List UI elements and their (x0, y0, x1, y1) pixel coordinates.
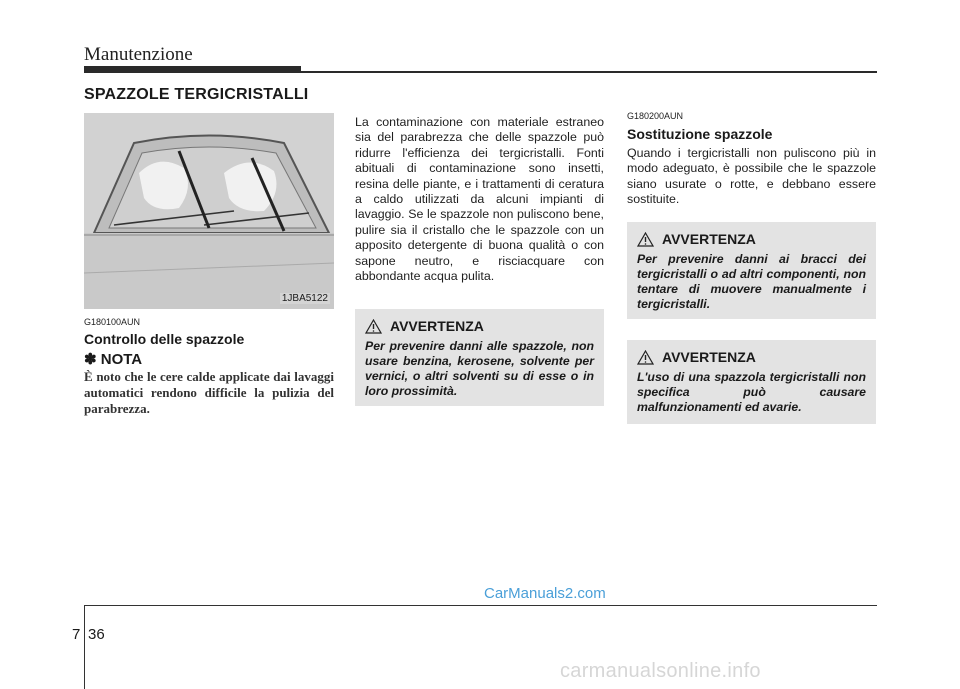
nota-text: È noto che le cere calde applicate dai lavaggi automatici rendono difficile la pulizia del parabrezza. (84, 369, 334, 416)
warning-text: L'uso di una spazzola tergicristalli non specifica può causare malfunzionamenti ed avarie. (637, 370, 866, 414)
warning-box-bracci (627, 222, 876, 319)
warning-text: Per prevenire danni ai bracci dei tergicristalli o ad altri componenti, non tentare di muovere manualmente i tergicristalli. (637, 252, 866, 311)
figure-code: 1JBA5122 (281, 293, 328, 304)
nota-label: NOTA (100, 351, 143, 368)
warning-box-spazzole (355, 309, 604, 406)
warning-title: AVVERTENZA (390, 318, 484, 334)
code-g180100aun: G180100AUN (84, 317, 141, 327)
nota-heading (84, 350, 142, 368)
warning-heading (637, 231, 866, 247)
header-rule-thin (301, 71, 877, 73)
page-header-title: Manutenzione (84, 44, 193, 65)
chapter-number: 7 (72, 626, 81, 643)
page-number: 36 (88, 626, 105, 643)
warning-title: AVVERTENZA (662, 231, 756, 247)
heading-controllo-spazzole: Controllo delle spazzole (84, 331, 245, 347)
nota-star-icon: ✽ (84, 351, 97, 368)
warning-text: Per prevenire danni alle spazzole, non usare benzina, kerosene, solvente per vernici, o altri solventi su di esse o in loro prossimità. (365, 339, 594, 398)
replacement-paragraph: Quando i tergicristalli non puliscono più in modo adeguato, è possibile che le spazzole siano usurate o rotte, e debbano essere sostituite. (627, 146, 876, 207)
heading-sostituzione-spazzole: Sostituzione spazzole (627, 126, 773, 142)
contamination-paragraph: La contaminazione con materiale estraneo sia del parabrezza che delle spazzole può ridurre l'efficienza dei tergicristalli. Fonti abituali di contaminazione sono insetti, resina delle piante, e i trattamenti di ceratura a caldo utilizzati da alcuni impianti di lavaggio. Se le spazzole non puliscono bene, pulire sia il cristallo che le spazzole con un apposito detergente di buona qualità o con sapone neutro, e risciacquare con abbondante acqua pulita. (355, 115, 604, 284)
code-g180200aun: G180200AUN (627, 111, 684, 121)
warning-box-spazzola-non-specifica (627, 340, 876, 424)
warning-heading (365, 318, 594, 334)
warning-triangle-icon (365, 319, 382, 334)
footer-rule (84, 605, 877, 606)
watermark-carmanualsonline[interactable]: carmanualsonline.info (560, 660, 761, 682)
warning-heading (637, 349, 866, 365)
watermark-carmanuals2[interactable]: CarManuals2.com (484, 585, 606, 602)
windshield-illustration (84, 113, 334, 309)
section-title: SPAZZOLE TERGICRISTALLI (84, 86, 309, 103)
footer-divider (84, 605, 85, 689)
warning-triangle-icon (637, 350, 654, 365)
windshield-photo (84, 113, 334, 309)
header-rule-thick (84, 66, 301, 73)
warning-title: AVVERTENZA (662, 349, 756, 365)
warning-triangle-icon (637, 232, 654, 247)
